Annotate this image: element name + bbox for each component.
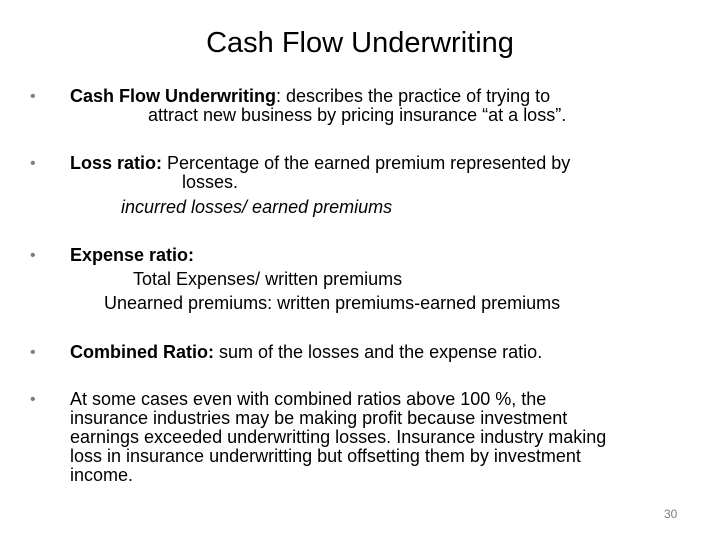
bullet-line xyxy=(70,154,570,173)
bullet-continuation: attract new business by pricing insurance “at a loss”. xyxy=(148,105,567,125)
bullet-line: loss in insurance underwritting but offsetting them by investment xyxy=(70,446,581,466)
bullet-line: earnings exceeded underwritting losses. Insurance industry making xyxy=(70,427,607,447)
page-number: 30 xyxy=(664,507,678,521)
bullet-line xyxy=(70,87,550,106)
bullet-line: insurance industries may be making profit because investment xyxy=(70,408,568,428)
bullet-marker: • xyxy=(30,344,36,361)
bullet-text: : describes the practice of trying to xyxy=(276,86,551,106)
bullet-line: income. xyxy=(70,465,134,485)
unearned-premiums-formula: Unearned premiums: written premiums-earned premiums xyxy=(104,293,561,313)
bullet-marker: • xyxy=(30,155,36,172)
bullet-text: sum of the losses and the expense ratio. xyxy=(214,342,543,362)
expense-ratio-formula: Total Expenses/ written premiums xyxy=(133,269,403,289)
bullet-term: Combined Ratio: xyxy=(70,342,214,362)
loss-ratio-formula: incurred losses/ earned premiums xyxy=(121,197,393,217)
bullet-term: Loss ratio: xyxy=(70,153,163,173)
bullet-term: Expense ratio: xyxy=(70,245,195,265)
bullet-continuation: losses. xyxy=(182,172,239,192)
bullet-term: Cash Flow Underwriting xyxy=(70,86,277,106)
bullet-marker: • xyxy=(30,391,36,408)
bullet-line: At some cases even with combined ratios above 100 %, the xyxy=(70,389,547,409)
bullet-text: Percentage of the earned premium represented by xyxy=(162,153,571,173)
bullet-marker: • xyxy=(30,88,36,105)
bullet-marker: • xyxy=(30,247,36,264)
slide-title: Cash Flow Underwriting xyxy=(206,27,514,59)
bullet-line xyxy=(70,343,542,362)
